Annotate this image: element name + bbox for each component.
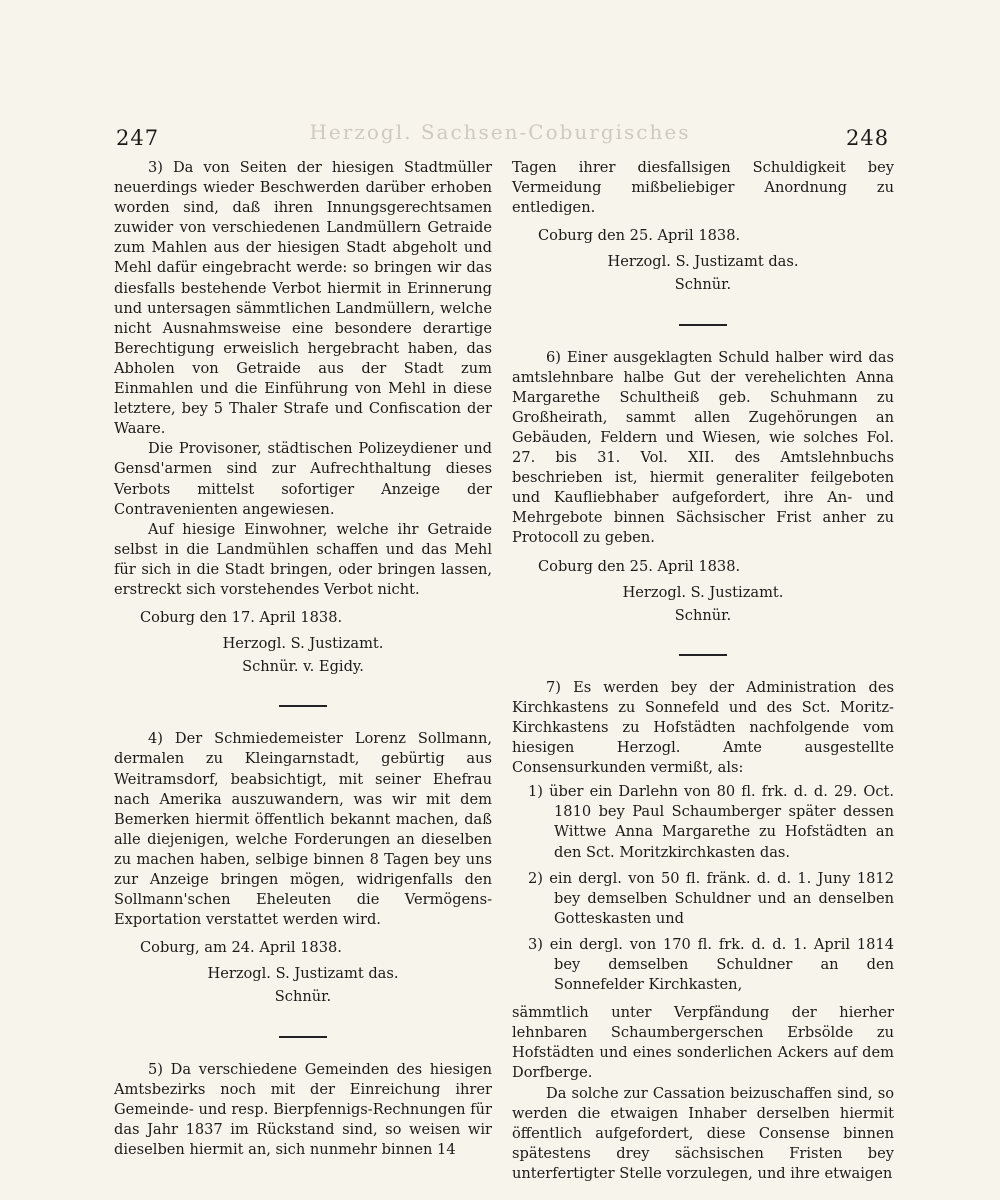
notice-4-place-date: Coburg, am 24. April 1838. <box>140 939 342 957</box>
section-divider <box>279 705 327 707</box>
list-item: 3) ein dergl. von 170 fl. frk. d. d. 1. April 1814 bey demselben Schuldner an den Sonnefelder Kirchkasten, <box>528 935 894 994</box>
running-head: Herzogl. Sachsen-Coburgisches <box>309 120 691 144</box>
notice-3-text-2: Die Provisoner, städtischen Polizeydiener und Gensd'armen sind zur Aufrechthaltung dieses Verbots mittelst sofortiger Anzeige der Contravenienten angewiesen. <box>114 440 492 518</box>
notice-6-signature: Schnür. <box>674 606 732 624</box>
notice-4-authority: Herzogl. S. Justizamt das. <box>207 965 399 983</box>
notice-7-text-3: Da solche zur Cassation beizuschaffen sind, so werden die etwaigen Inhaber derselben hiermit öffentlich aufgefordert, diese Consense binnen spätestens drey sächsischen Fristen bey unterfertigter Stelle vorzulegen, und ihre etwaigen <box>512 1084 894 1182</box>
section-divider <box>679 324 727 326</box>
notice-5-text: 5) Da verschiedene Gemeinden des hiesigen Amtsbezirks noch mit der Einreichung ihrer Gemeinde- und resp. Bierpfennigs-Rechnungen für das Jahr 1837 im Rückstand sind, so weisen wir dieselben hiermit an, sich nunmehr binnen 14 <box>114 1060 492 1158</box>
right-column <box>512 158 894 1184</box>
page-number-right: 248 <box>846 126 890 150</box>
notice-3-signature: Schnür. v. Egidy. <box>242 658 364 676</box>
notice-3-authority: Herzogl. S. Justizamt. <box>222 635 384 653</box>
notice-3-place-date: Coburg den 17. April 1838. <box>140 609 343 627</box>
notice-4-text: 4) Der Schmiedemeister Lorenz Sollmann, dermalen zu Kleingarnstadt, gebürtig aus Weitramsdorf, beabsichtigt, mit seiner Ehefrau nach Amerika auszuwandern, was wir mit dem Bemerken hiermit öffentlich bekannt machen, daß alle diejenigen, welche Forderungen an dieselben zu machen haben, selbige binnen 8 Tagen bey uns zur Anzeige bringen mögen, widrigenfalls den Sollmann'schen Eheleuten die Vermögens-Exportation verstattet werden wird. <box>114 730 492 929</box>
notice-5-authority: Herzogl. S. Justizamt das. <box>607 253 799 271</box>
notice-6-authority: Herzogl. S. Justizamt. <box>622 583 784 601</box>
notice-3-text-3: Auf hiesige Einwohner, welche ihr Getraide selbst in die Landmühlen schaffen und das Mehl für sich in die Stadt bringen, oder bringen lassen, erstreckt sich vorstehendes Verbot nicht. <box>114 520 492 598</box>
missing-documents-list <box>512 782 894 995</box>
left-column <box>114 158 492 1160</box>
notice-6-place-date: Coburg den 25. April 1838. <box>538 557 741 575</box>
section-divider <box>279 1036 327 1038</box>
notice-7-text-2: sämmtlich unter Verpfändung der hierher lehnbaren Schaumbergerschen Erbsölde zu Hofstädten und eines sonderlichen Ackers auf dem Dorfberge. <box>512 1004 894 1082</box>
notice-5-continued: Tagen ihrer diesfallsigen Schuldigkeit bey Vermeidung mißbeliebiger Anordnung zu entledigen. <box>512 159 894 217</box>
notice-3-text: 3) Da von Seiten der hiesigen Stadtmüller neuerdings wieder Beschwerden darüber erhoben worden sind, daß ihren Innungsgerechtsamen zuwider von verschiedenen Landmüllern Getraide zum Mahlen aus der hiesigen Stadt abgeholt und Mehl dafür eingebracht werde: so bringen wir das diesfalls bestehende Verbot hiermit in Erinnerung und untersagen sämmtlichen Landmüllern, welche nicht Ausnahmsweise eine besondere derartige Berechtigung erweislich hergebracht haben, das Abholen von Getraide aus der Stadt zum Einmahlen und die Einführung von Mehl in diese letztere, bey 5 Thaler Strafe und Confiscation der Waare. <box>114 159 492 438</box>
notice-6-text: 6) Einer ausgeklagten Schuld halber wird das amtslehnbare halbe Gut der verehelichten Anna Margarethe Schultheiß geb. Schuhmann zu Großheirath, sammt allen Zugehörungen an Gebäuden, Feldern und Wiesen, wie solches Fol. 27. bis 31. Vol. XII. des Amtslehnbuchs beschrieben ist, hiermit generaliter feilgeboten und Kaufliebhaber aufgefordert, ihre An- und Mehrgebote binnen Sächsischer Frist anher zu Protocoll zu geben. <box>512 348 894 547</box>
notice-5-signature: Schnür. <box>674 276 732 294</box>
list-item: 2) ein dergl. von 50 fl. fränk. d. d. 1. Juny 1812 bey demselben Schuldner und an denselben Gotteskasten und <box>528 869 894 927</box>
notice-4-signature: Schnür. <box>274 988 332 1006</box>
section-divider <box>679 654 727 656</box>
list-item: 1) über ein Darlehn von 80 fl. frk. d. d. 29. Oct. 1810 bey Paul Schaumberger später dessen Wittwe Anna Margarethe zu Hofstädten an den Sct. Moritzkirchkasten das. <box>528 783 894 861</box>
notice-5-place-date: Coburg den 25. April 1838. <box>538 227 741 245</box>
page-number-left: 247 <box>116 126 160 150</box>
notice-7-intro: 7) Es werden bey der Administration des Kirchkastens zu Sonnefeld und des Sct. Moritz-Kirchkastens zu Hofstädten nachfolgende vom hiesigen Herzogl. Amte ausgestellte Consensurkunden vermißt, als: <box>512 678 894 777</box>
